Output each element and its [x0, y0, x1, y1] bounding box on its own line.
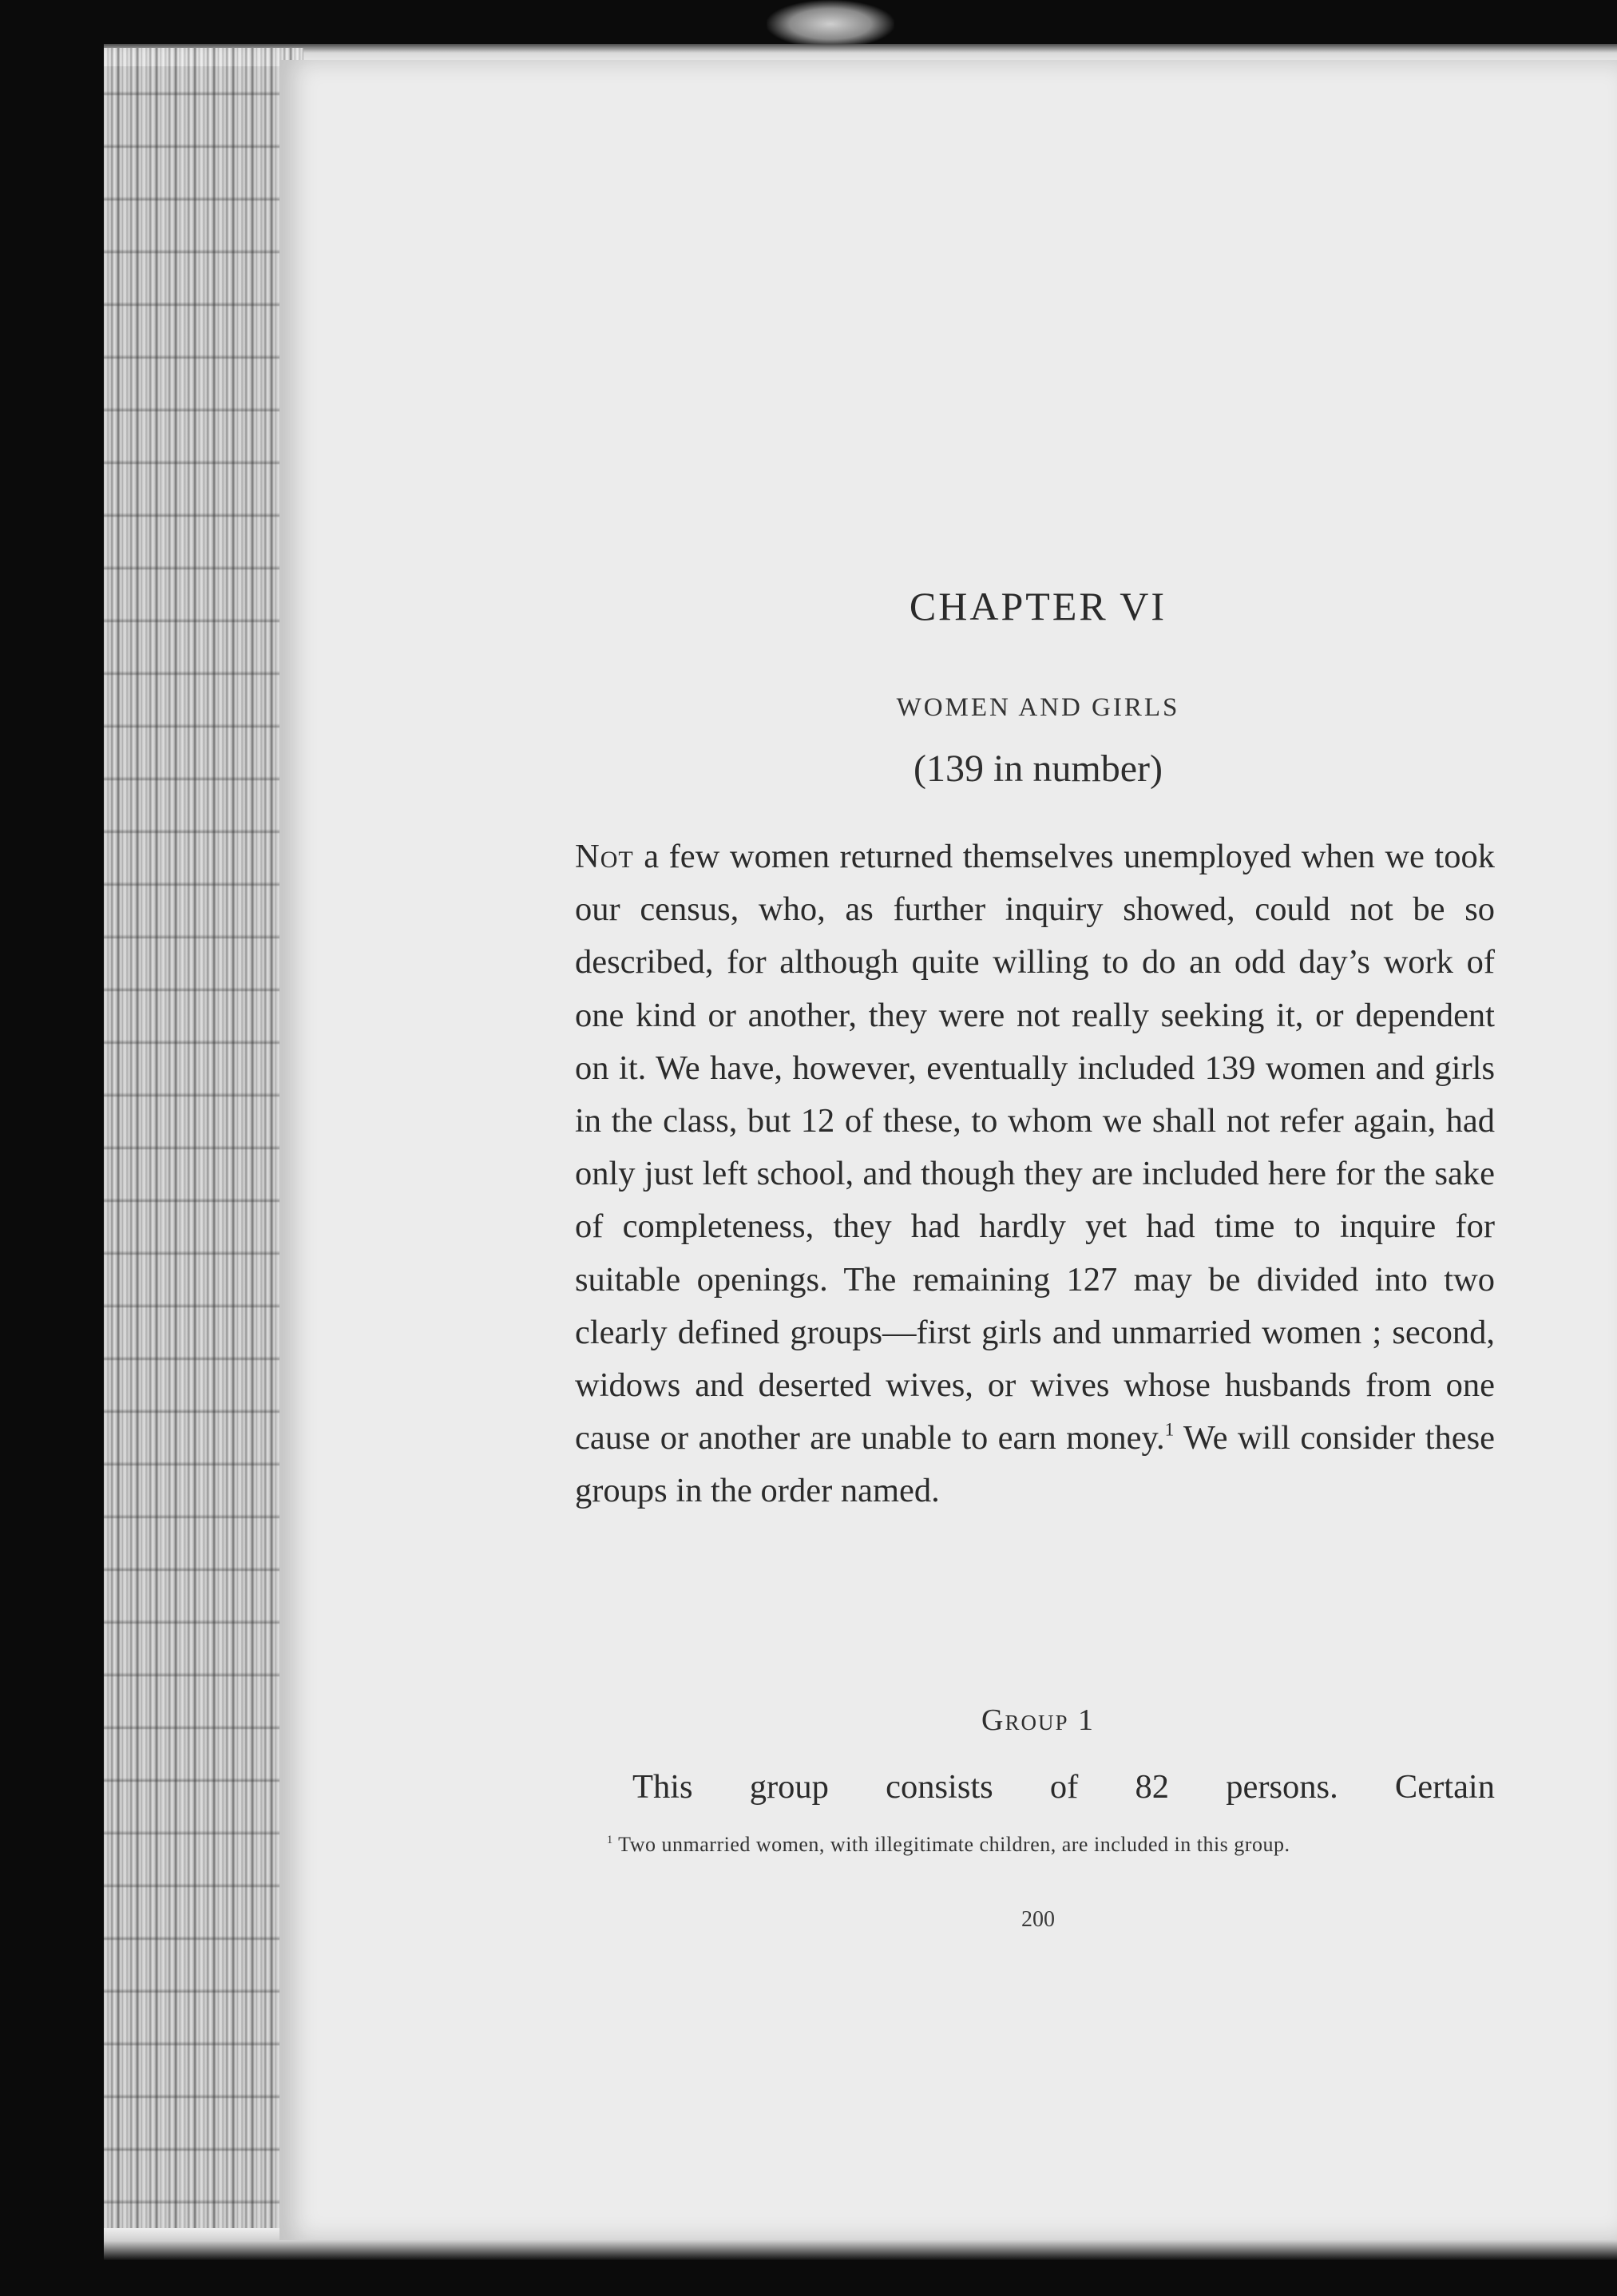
chapter-number: CHAPTER VI — [909, 584, 1167, 629]
chapter-title: WOMEN AND GIRLS — [896, 693, 1180, 722]
book-fore-edge — [104, 48, 303, 2252]
footnote — [575, 1830, 1495, 1859]
binding-damage — [767, 0, 894, 48]
footnote-marker: 1 — [607, 1834, 613, 1846]
page-number: 200 — [1021, 1907, 1055, 1932]
body-paragraph — [575, 831, 1495, 1518]
footnote-reference: 1 — [1164, 1419, 1175, 1441]
body-text: a few women returned themselves unemployed when we took our census, who, as further inquiry showed, could not be so described, for although quite willing to do an odd day’s work of one kind or another, they were not really seeking it, or dependent on it. We have, however, eventually included 139 women and girls in the class, but 12 of these, to whom we shall not refer again, had only just left school, and though they are included here for the sake of completeness, they had hardly yet had time to inquire for suitable openings. The remaining 127 may be divided into two clearly defined groups—first girls and unmarried women ; second, widows and deserted wives, or wives whose husbands from one cause or another are unable to earn money. — [575, 838, 1495, 1457]
section-heading: Group 1 — [981, 1703, 1095, 1737]
section-paragraph: This group consists of 82 persons. Certain — [632, 1768, 1495, 1806]
footnote-text: Two unmarried women, with illegitimate children, are included in this group. — [612, 1833, 1290, 1856]
body-text-continued: We will consider these groups in the order named. — [575, 1419, 1495, 1510]
chapter-subtitle: (139 in number) — [914, 747, 1163, 790]
lead-word: Not — [575, 838, 634, 875]
